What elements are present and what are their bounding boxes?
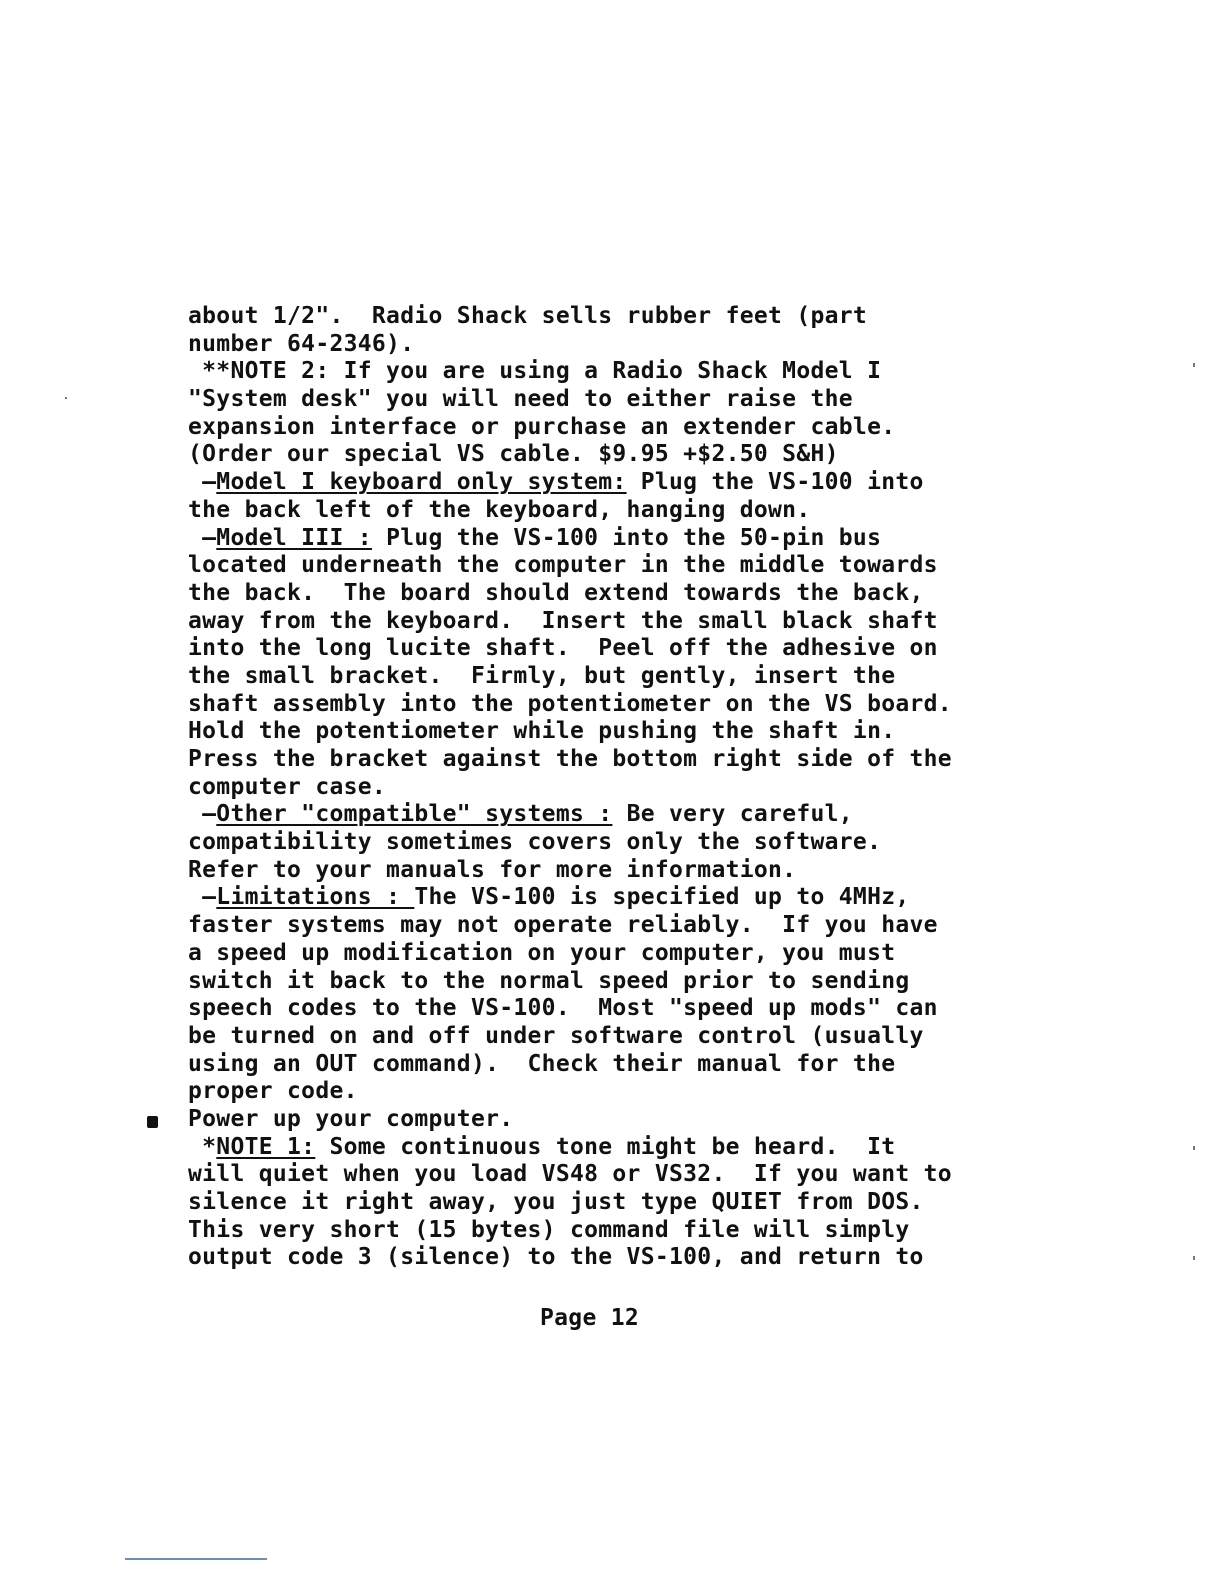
text-line [188, 331, 1148, 359]
underlined-heading: Model III : [216, 524, 372, 551]
text-line [188, 497, 1148, 525]
text-line [188, 386, 1148, 414]
underlined-heading: Model I keyboard only system: [216, 469, 627, 496]
text-run: expansion interface or purchase an extender cable. [188, 413, 896, 440]
text-line [188, 552, 1148, 580]
text-run: Plug the VS-100 into the 50-pin bus [371, 524, 882, 551]
text-line [188, 441, 1148, 469]
text-run: "System desk" you will need to either raise the [188, 386, 853, 413]
text-run: into the long lucite shaft. Peel off the adhesive on [188, 635, 938, 662]
scan-speck [1193, 1256, 1195, 1260]
text-line [188, 718, 1148, 746]
text-line [188, 663, 1148, 691]
text-run: * [188, 1133, 217, 1160]
text-line [188, 469, 1148, 497]
text-line [188, 414, 1148, 442]
text-line [188, 608, 1148, 636]
text-run: Some continuous tone might be heard. It [315, 1133, 896, 1160]
text-run: computer case. [188, 773, 387, 800]
text-run: compatibility sometimes covers only the software. [188, 829, 882, 856]
text-run: Hold the potentiometer while pushing the shaft in. [188, 718, 896, 745]
text-run: shaft assembly into the potentiometer on the VS board. [188, 690, 952, 717]
text-line [188, 774, 1148, 802]
text-run: silence it right away, you just type QUIET from DOS. [188, 1189, 924, 1215]
text-run: Press the bracket against the bottom right side of the [188, 746, 952, 772]
text-line [188, 884, 1148, 912]
dash-marker-icon: — [188, 469, 217, 496]
text-line [188, 1051, 1148, 1079]
text-run: located underneath the computer in the middle towards [188, 552, 938, 579]
text-run: the back left of the keyboard, hanging down. [188, 496, 811, 523]
scan-speck [1193, 363, 1195, 367]
text-run: The VS-100 is specified up to 4MHz, [414, 884, 910, 911]
text-line [188, 358, 1148, 386]
underlined-heading: Limitations : [216, 884, 415, 911]
text-run: proper code. [188, 1078, 358, 1105]
text-run: away from the keyboard. Insert the small black shaft [188, 607, 938, 634]
text-line [188, 857, 1148, 885]
text-run: about 1/2". Radio Shack sells rubber feet (part [188, 303, 868, 329]
text-run: output code 3 (silence) to the VS-100, and return to [188, 1244, 924, 1271]
text-line [188, 1078, 1148, 1106]
text-line [188, 1161, 1148, 1189]
text-run: the back. The board should extend towards the back, [188, 579, 924, 606]
underlined-heading: Other "compatible" systems : [216, 801, 613, 828]
text-line [188, 691, 1148, 719]
text-run: (Order our special VS cable. $9.95 +$2.50 S&H) [188, 441, 839, 468]
text-run: a speed up modification on your computer, you must [188, 939, 896, 966]
underlined-heading: NOTE 1: [216, 1133, 316, 1160]
bullet-icon [147, 1116, 158, 1128]
text-run: Refer to your manuals for more information. [188, 856, 797, 883]
text-run: using an OUT command). Check their manual for the [188, 1050, 896, 1077]
text-line [188, 1244, 1148, 1272]
text-line [188, 968, 1148, 996]
scan-speck [1193, 1146, 1195, 1150]
text-run: **NOTE 2: If you are using a Radio Shack Model I [188, 358, 882, 385]
text-line [188, 1134, 1148, 1162]
text-line [188, 1106, 1148, 1134]
text-run: switch it back to the normal speed prior to sending [188, 967, 910, 994]
body-text [188, 303, 1148, 1272]
text-line [188, 303, 1148, 331]
text-line [188, 995, 1148, 1023]
text-line [188, 940, 1148, 968]
text-line [188, 525, 1148, 553]
scan-speck [65, 397, 67, 399]
text-line [188, 801, 1148, 829]
text-run: faster systems may not operate reliably. If you have [188, 912, 938, 939]
text-run: This very short (15 bytes) command file will simply [188, 1216, 910, 1243]
text-line [188, 829, 1148, 857]
dash-marker-icon: — [188, 524, 217, 551]
page-number: Page 12 [540, 1305, 640, 1331]
text-run: Power up your computer. [188, 1105, 514, 1132]
text-line [188, 746, 1148, 774]
text-line [188, 635, 1148, 663]
text-run: the small bracket. Firmly, but gently, insert the [188, 662, 896, 689]
dash-marker-icon: — [188, 801, 217, 828]
dash-marker-icon: — [188, 884, 217, 911]
text-line [188, 580, 1148, 608]
text-run: will quiet when you load VS48 or VS32. If you want to [188, 1161, 952, 1188]
text-run: be turned on and off under software control (usually [188, 1022, 924, 1049]
text-line [188, 1217, 1148, 1245]
text-line [188, 1189, 1148, 1217]
text-run: Be very careful, [612, 801, 853, 828]
text-line [188, 1023, 1148, 1051]
text-run: number 64-2346). [188, 330, 415, 357]
footer-rule [125, 1558, 267, 1560]
text-run: speech codes to the VS-100. Most "speed up mods" can [188, 995, 938, 1022]
text-line [188, 912, 1148, 940]
text-run: Plug the VS-100 into [626, 469, 924, 496]
